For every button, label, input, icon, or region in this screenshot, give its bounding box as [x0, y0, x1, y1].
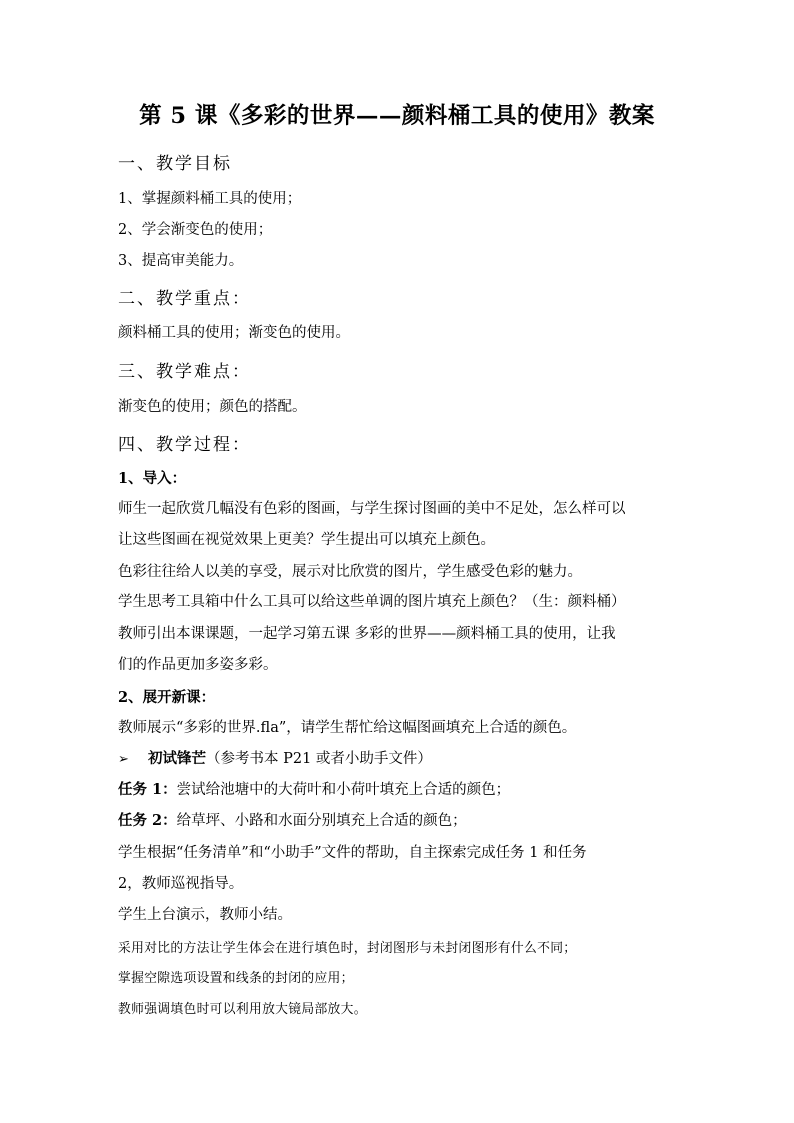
bullet-note: （参考书本 P21 或者小助手文件） [206, 751, 432, 767]
note-line-2: 掌握空隙选项设置和线条的封闭的应用； [118, 971, 354, 986]
task-1-label: 任务 1： [118, 781, 177, 798]
process-heading-text: 四、教学过程 [118, 435, 232, 455]
task-1-line [118, 778, 510, 799]
difficulties-text: 渐变色的使用；颜色的搭配。 [118, 399, 307, 415]
difficulties-heading-colon: ： [232, 362, 251, 382]
new-lesson-line-3: 2，教师巡视指导。 [118, 876, 244, 892]
process-heading [118, 430, 251, 455]
difficulties-heading-text: 三、教学难点 [118, 362, 232, 382]
key-points-text: 颜料桶工具的使用；渐变色的使用。 [118, 325, 350, 341]
new-lesson-line-4: 学生上台演示，教师小结。 [118, 907, 292, 923]
goals-heading-text: 一、教学目标 [118, 154, 232, 174]
new-lesson-heading: 2、展开新课： [118, 689, 216, 706]
intro-line-4: 学生思考工具箱中什么工具可以给这些单调的图片填充上颜色？（生：颜料桶） [118, 594, 626, 610]
bullet-line [118, 747, 432, 768]
intro-line-3: 色彩往往给人以美的享受，展示对比欣赏的图片，学生感受色彩的魅力。 [118, 564, 582, 580]
goal-item-2: 2、学会渐变色的使用； [118, 222, 273, 238]
intro-line-1: 师生一起欣赏几幅没有色彩的图画，与学生探讨图画的美中不足处，怎么样可以 [118, 501, 626, 517]
new-lesson-line-1: 教师展示“多彩的世界.fla”，请学生帮忙给这幅图画填充上合适的颜色。 [118, 720, 577, 736]
task-2-label: 任务 2： [118, 812, 177, 829]
note-line-1: 采用对比的方法让学生体会在进行填色时，封闭图形与未封闭图形有什么不同； [118, 941, 577, 956]
difficulties-heading [118, 357, 251, 382]
goal-item-1: 1、掌握颜料桶工具的使用； [118, 191, 302, 207]
intro-line-2: 让这些图画在视觉效果上更美？学生提出可以填充上颜色。 [118, 532, 495, 548]
intro-line-6: 们的作品更加多姿多彩。 [118, 657, 278, 673]
bullet-title: 初试锋芒 [148, 750, 206, 767]
key-points-heading-colon: ： [232, 289, 251, 309]
goal-item-3: 3、提高审美能力。 [118, 253, 244, 269]
key-points-heading-text: 二、教学重点 [118, 289, 232, 309]
key-points-heading [118, 284, 251, 309]
intro-line-5: 教师引出本课课题，一起学习第五课 多彩的世界——颜料桶工具的使用，让我 [118, 626, 616, 642]
task-2-text: 给草坪、小路和水面分别填充上合适的颜色； [176, 813, 467, 829]
arrow-bullet-icon: ➢ [118, 752, 129, 767]
task-1-text: 尝试给池塘中的大荷叶和小荷叶填充上合适的颜色； [176, 782, 511, 798]
page-title: 第 5 课《多彩的世界——颜料桶工具的使用》教案 [139, 103, 655, 129]
new-lesson-line-2: 学生根据“任务清单”和“小助手”文件的帮助，自主探索完成任务 1 和任务 [118, 845, 587, 861]
intro-heading: 1、导入： [118, 470, 187, 487]
task-2-line [118, 809, 467, 830]
process-heading-colon: ： [232, 435, 251, 455]
note-line-3: 教师强调填色时可以利用放大镜局部放大。 [118, 1002, 367, 1017]
goals-heading [118, 149, 232, 174]
